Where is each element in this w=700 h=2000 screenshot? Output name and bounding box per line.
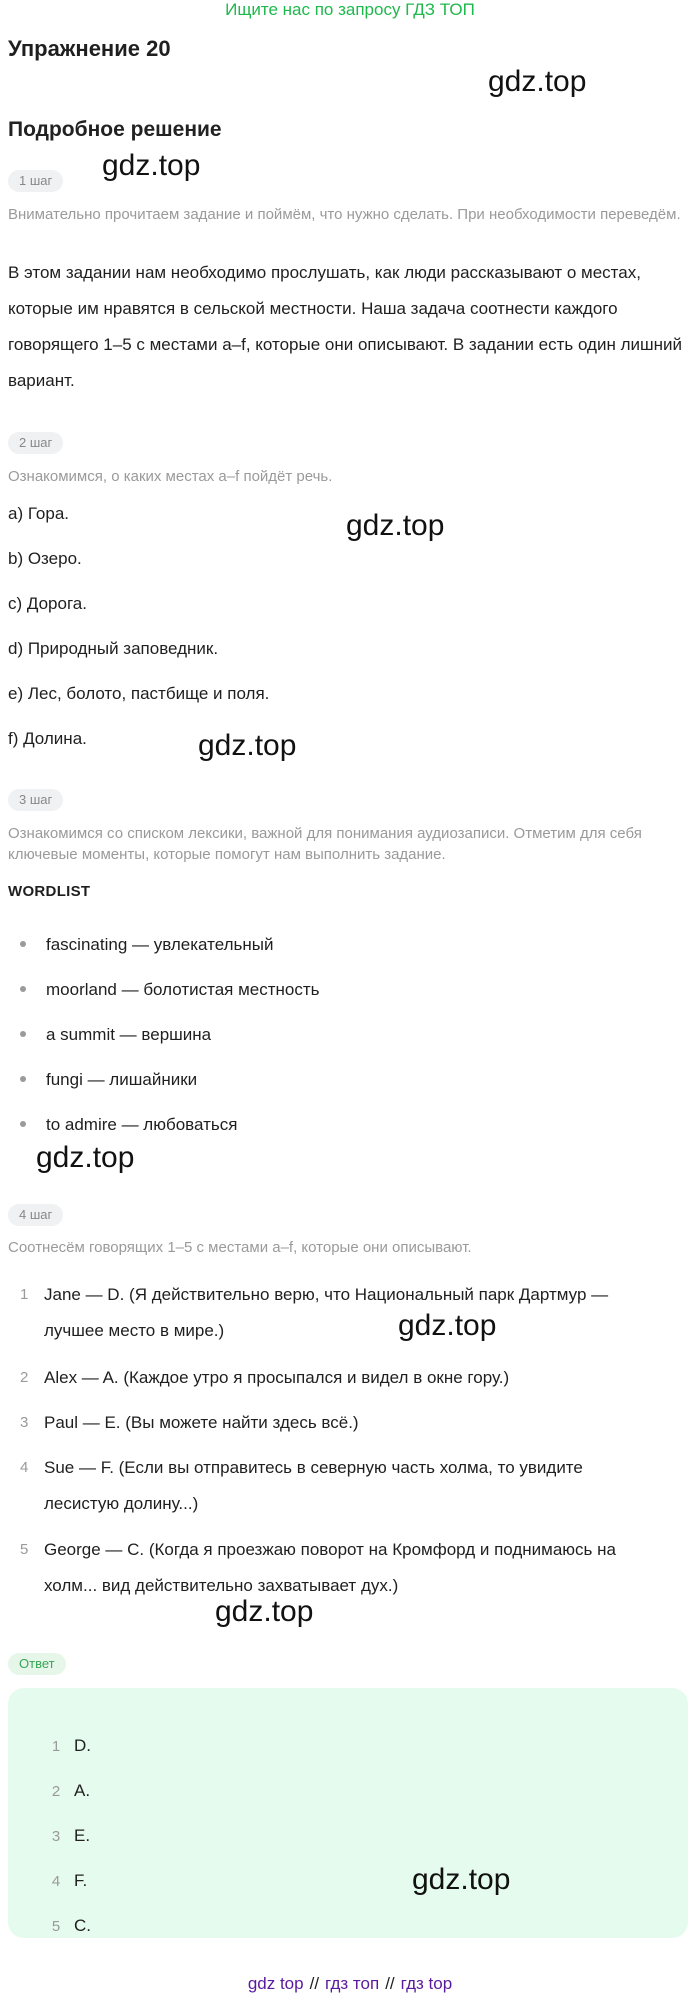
step-chip-2: 2 шаг [8, 432, 63, 454]
watermark: gdz.top [346, 509, 445, 542]
footer-links [0, 1973, 700, 1995]
step-text-1: В этом задании нам необходимо прослушать, как люди рассказывают о местах, которые им нравятся в сельской местности. Наша задача соотнести каждого говорящего 1–5 с местами a–f, которые они описывают. В задании есть один лишний вариант. [8, 263, 683, 390]
step-hint-4: Соотнесём говорящих 1–5 с местами a–f, которые они описывают. [8, 1239, 472, 1256]
watermark: gdz.top [198, 729, 297, 762]
place-item: d) Природный заповедник. [8, 639, 219, 658]
footer-separator: // [309, 1974, 320, 1993]
answer-explanation-item: 3 Paul — E. (Вы можете найти здесь всё.) [20, 1413, 359, 1432]
search-hint-link[interactable]: Ищите нас по запросу ГДЗ ТОП [225, 0, 475, 19]
place-item: b) Озеро. [8, 549, 82, 568]
answer-item: 5 C. [51, 1916, 91, 1935]
step-hint-1: Внимательно прочитаем задание и поймём, что нужно сделать. При необходимости переведём. [8, 206, 681, 223]
answer-explanation-item: 1 Jane — D. (Я действительно верю, что Национальный парк Дартмур — лучшее место в мире.) [20, 1285, 609, 1340]
place-item: e) Лес, болото, пастбище и поля. [8, 684, 270, 703]
step-hint-3: Ознакомимся со списком лексики, важной для понимания аудиозаписи. Отметим для себя ключевые моменты, которые помогут нам выполнить задание. [8, 825, 642, 863]
wordlist-item: fascinating — увлекательный [20, 934, 274, 956]
watermark: gdz.top [102, 149, 201, 182]
bullet-icon [20, 986, 26, 992]
answer-explanation-item: 4 Sue — F. (Если вы отправитесь в северную часть холма, то увидите лесистую долину...) [20, 1458, 583, 1513]
bullet-icon [20, 1121, 26, 1127]
footer-link[interactable]: гдз топ [325, 1974, 380, 1993]
footer-separator: // [385, 1974, 395, 1993]
answer-item: 4 F. [51, 1871, 88, 1890]
answer-explanation-item: 5 George — C. (Когда я проезжаю поворот на Кромфорд и поднимаюсь на холм... вид действительно захватывает дух.) [20, 1540, 616, 1595]
wordlist-heading: WORDLIST [8, 883, 91, 900]
answer-item: 1 D. [51, 1736, 91, 1755]
wordlist-item: a summit — вершина [20, 1024, 211, 1046]
place-item: f) Долина. [8, 729, 87, 748]
step-chip-3: 3 шаг [8, 789, 63, 811]
answer-box [8, 1688, 688, 1938]
step-chip-4: 4 шаг [8, 1204, 63, 1226]
footer-link[interactable]: гдз top [400, 1974, 453, 1993]
answer-item: 2 A. [51, 1781, 91, 1800]
watermark: gdz.top [36, 1141, 135, 1174]
watermark: gdz.top [398, 1309, 497, 1342]
page-title: Упражнение 20 [8, 36, 171, 61]
step-chip-1: 1 шаг [8, 170, 63, 192]
watermark: gdz.top [488, 65, 587, 98]
step-hint-2: Ознакомимся, о каких местах a–f пойдёт речь. [8, 468, 333, 485]
wordlist-item: fungi — лишайники [20, 1069, 197, 1091]
footer-link[interactable]: gdz top [247, 1974, 304, 1993]
wordlist-item: to admire — любоваться [20, 1114, 237, 1136]
solution-heading: Подробное решение [8, 118, 222, 141]
answer-chip: Ответ [8, 1653, 66, 1675]
answer-explanation-item: 2 Alex — A. (Каждое утро я просыпался и видел в окне гору.) [20, 1368, 510, 1387]
watermark: gdz.top [412, 1863, 511, 1896]
bullet-icon [20, 1076, 26, 1082]
place-item: a) Гора. [8, 504, 69, 523]
place-item: c) Дорога. [8, 594, 87, 613]
watermark: gdz.top [215, 1595, 314, 1628]
wordlist-item: moorland — болотистая местность [20, 979, 320, 1001]
bullet-icon [20, 1031, 26, 1037]
bullet-icon [20, 941, 26, 947]
answer-item: 3 E. [51, 1826, 91, 1845]
